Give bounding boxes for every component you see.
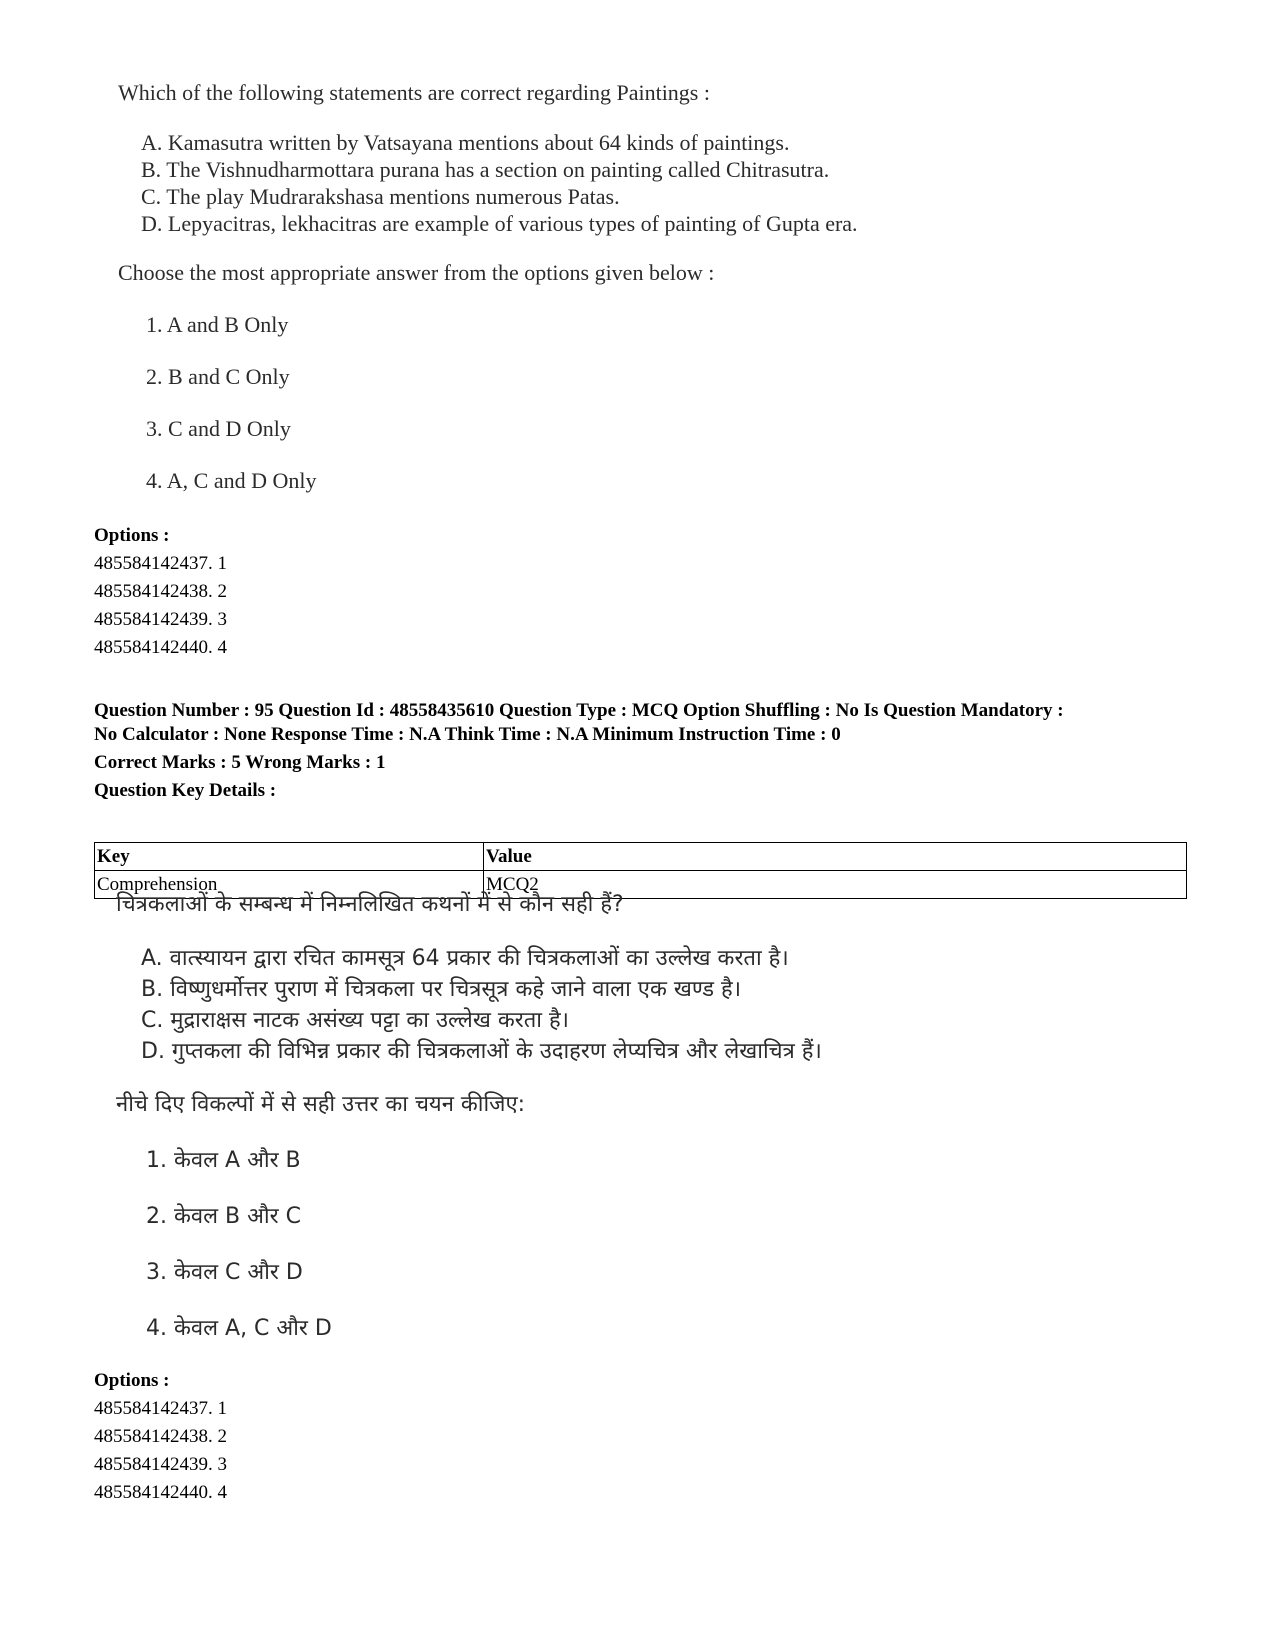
table-header-value: Value (484, 843, 1187, 871)
choice-1-hindi: 1. केवल A और B (146, 1148, 301, 1173)
table-cell-value: MCQ2 (484, 871, 1187, 899)
table-cell-key: Comprehension (95, 871, 484, 899)
question-instruction-hindi: नीचे दिए विकल्पों में से सही उत्तर का चयन कीजिए: (116, 1092, 526, 1117)
statement-b-hindi: B. विष्णुधर्मोत्तर पुराण में चित्रकला पर चित्रसूत्र कहे जाने वाला एक खण्ड है। (141, 977, 742, 1002)
statement-a-hindi: A. वात्स्यायन द्वारा रचित कामसूत्र 64 प्रकार की चित्रकलाओं का उल्लेख करता है। (141, 946, 789, 971)
table-header-row (95, 843, 1187, 871)
options-heading: Options : (94, 1370, 170, 1391)
option-item: 485584142438. 2 (94, 1426, 227, 1447)
statement-d-hindi: D. गुप्तकला की विभिन्न प्रकार की चित्रकलाओं के उदाहरण लेप्यचित्र और लेखाचित्र हैं। (141, 1039, 822, 1064)
option-item: 485584142437. 1 (94, 1398, 227, 1419)
table-header-key: Key (95, 843, 484, 871)
choice-2: 2. B and C Only (146, 364, 290, 389)
statement-c: C. The play Mudrarakshasa mentions numerous Patas. (141, 184, 620, 209)
statement-a: A. Kamasutra written by Vatsayana mentions about 64 kinds of paintings. (141, 130, 790, 155)
choice-4-hindi: 4. केवल A, C और D (146, 1316, 332, 1341)
statement-c-hindi: C. मुद्राराक्षस नाटक असंख्य पट्टा का उल्लेख करता है। (141, 1008, 569, 1033)
option-item: 485584142437. 1 (94, 553, 227, 574)
key-details-heading: Question Key Details : (94, 780, 277, 801)
choice-1: 1. A and B Only (146, 312, 289, 337)
question-prompt-hindi: चित्रकलाओं के सम्बन्ध में निम्नलिखित कथनों में से कौन सही हैं? (116, 892, 624, 917)
options-heading: Options : (94, 525, 170, 546)
marks-line: Correct Marks : 5 Wrong Marks : 1 (94, 752, 386, 773)
statement-d: D. Lepyacitras, lekhacitras are example of various types of painting of Gupta era. (141, 211, 858, 236)
choice-3: 3. C and D Only (146, 416, 291, 441)
option-item: 485584142439. 3 (94, 1454, 227, 1475)
question-prompt: Which of the following statements are correct regarding Paintings : (118, 80, 710, 105)
option-item: 485584142440. 4 (94, 1482, 227, 1503)
choice-2-hindi: 2. केवल B और C (146, 1204, 301, 1229)
question-meta-line-2: No Calculator : None Response Time : N.A Think Time : N.A Minimum Instruction Time : 0 (94, 724, 841, 745)
choice-3-hindi: 3. केवल C और D (146, 1260, 303, 1285)
question-meta-line-1: Question Number : 95 Question Id : 48558435610 Question Type : MCQ Option Shuffling : No Is Question Mandatory : (94, 700, 1064, 721)
option-item: 485584142438. 2 (94, 581, 227, 602)
option-item: 485584142440. 4 (94, 637, 227, 658)
option-item: 485584142439. 3 (94, 609, 227, 630)
choice-4: 4. A, C and D Only (146, 468, 317, 493)
statement-b: B. The Vishnudharmottara purana has a section on painting called Chitrasutra. (141, 157, 830, 182)
question-instruction: Choose the most appropriate answer from the options given below : (118, 260, 715, 285)
